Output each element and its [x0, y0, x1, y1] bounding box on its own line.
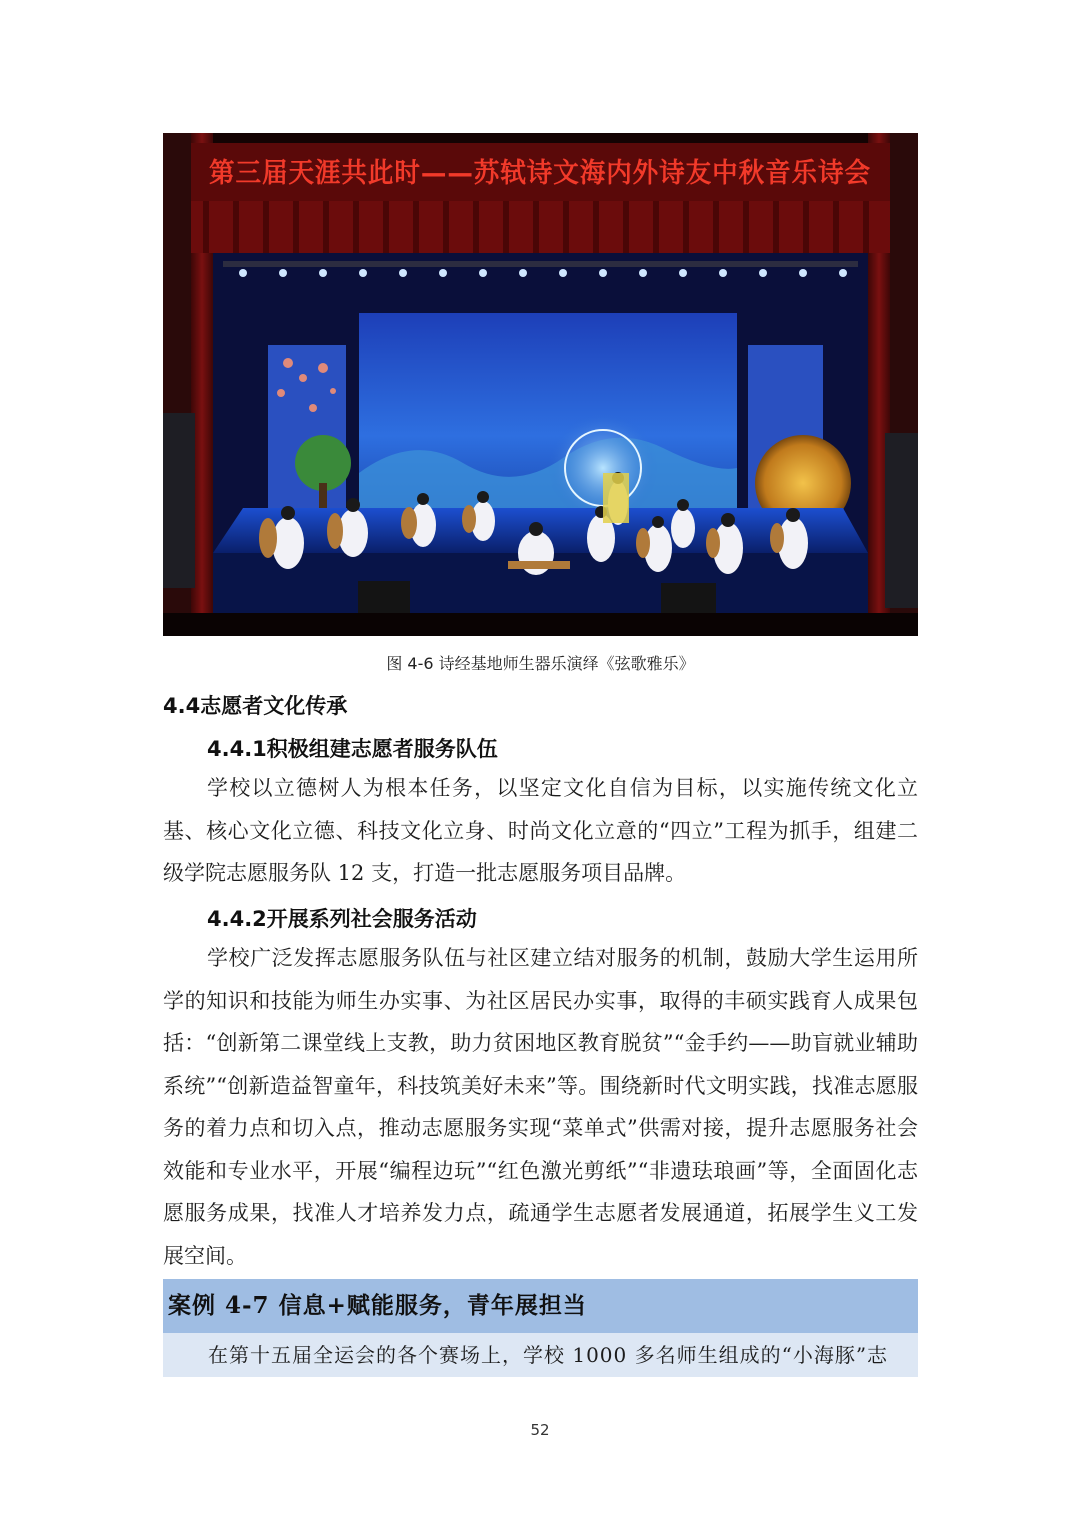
case-study-text: 在第十五届全运会的各个赛场上，学校 1000 多名师生组成的“小海豚”志	[208, 1343, 889, 1367]
stage-performance-photo	[163, 133, 918, 636]
event-banner-text: 第三届天涯共此时——苏轼诗文海内外诗友中秋音乐诗会	[209, 158, 871, 189]
subsection-heading-2: 4.4.2开展系列社会服务活动	[207, 907, 477, 931]
section-heading: 4.4志愿者文化传承	[163, 694, 348, 718]
case-study-title: 案例 4-7 信息+赋能服务，青年展担当	[163, 1279, 918, 1333]
tree-prop	[295, 435, 351, 491]
paragraph-social-services: 学校广泛发挥志愿服务队伍与社区建立结对服务的机制，鼓励大学生运用所学的知识和技能为师生办实事、为社区居民办实事，取得的丰硕实践育人成果包括：“创新第二课堂线上支教，助力贫困地区教育脱贫”“金手约——助盲就业辅助系统”“创新造益智童年，科技筑美好未来”等。围绕新时代文明实践，找准志愿服务的着力点和切入点，推动志愿服务实现“菜单式”供需对接，提升志愿服务社会效能和专业水平，开展“编程边玩”“红色激光剪纸”“非遗珐琅画”等，全面固化志愿服务成果，找准人才培养发力点，疏通学生志愿者发展通道，拓展学生义工发展空间。	[163, 946, 918, 1268]
stage-scene-illustration	[163, 133, 918, 636]
paragraph-volunteer-teams: 学校以立德树人为根本任务，以坚定文化自信为目标，以实施传统文化立基、核心文化立德、科技文化立身、时尚文化立意的“四立”工程为抓手，组建二级学院志愿服务队 12 支，打造一批志愿服务项目品牌。	[163, 776, 918, 885]
figure-caption: 图 4-6 诗经基地师生器乐演绎《弦歌雅乐》	[386, 654, 695, 673]
lighting-truss	[223, 261, 858, 267]
case-study-box	[163, 1279, 918, 1377]
right-speaker	[885, 433, 918, 608]
left-speaker	[163, 413, 195, 588]
page-number: 52	[530, 1421, 550, 1439]
audience-foreground	[163, 613, 918, 636]
subsection-heading-1: 4.4.1积极组建志愿者服务队伍	[207, 737, 498, 761]
